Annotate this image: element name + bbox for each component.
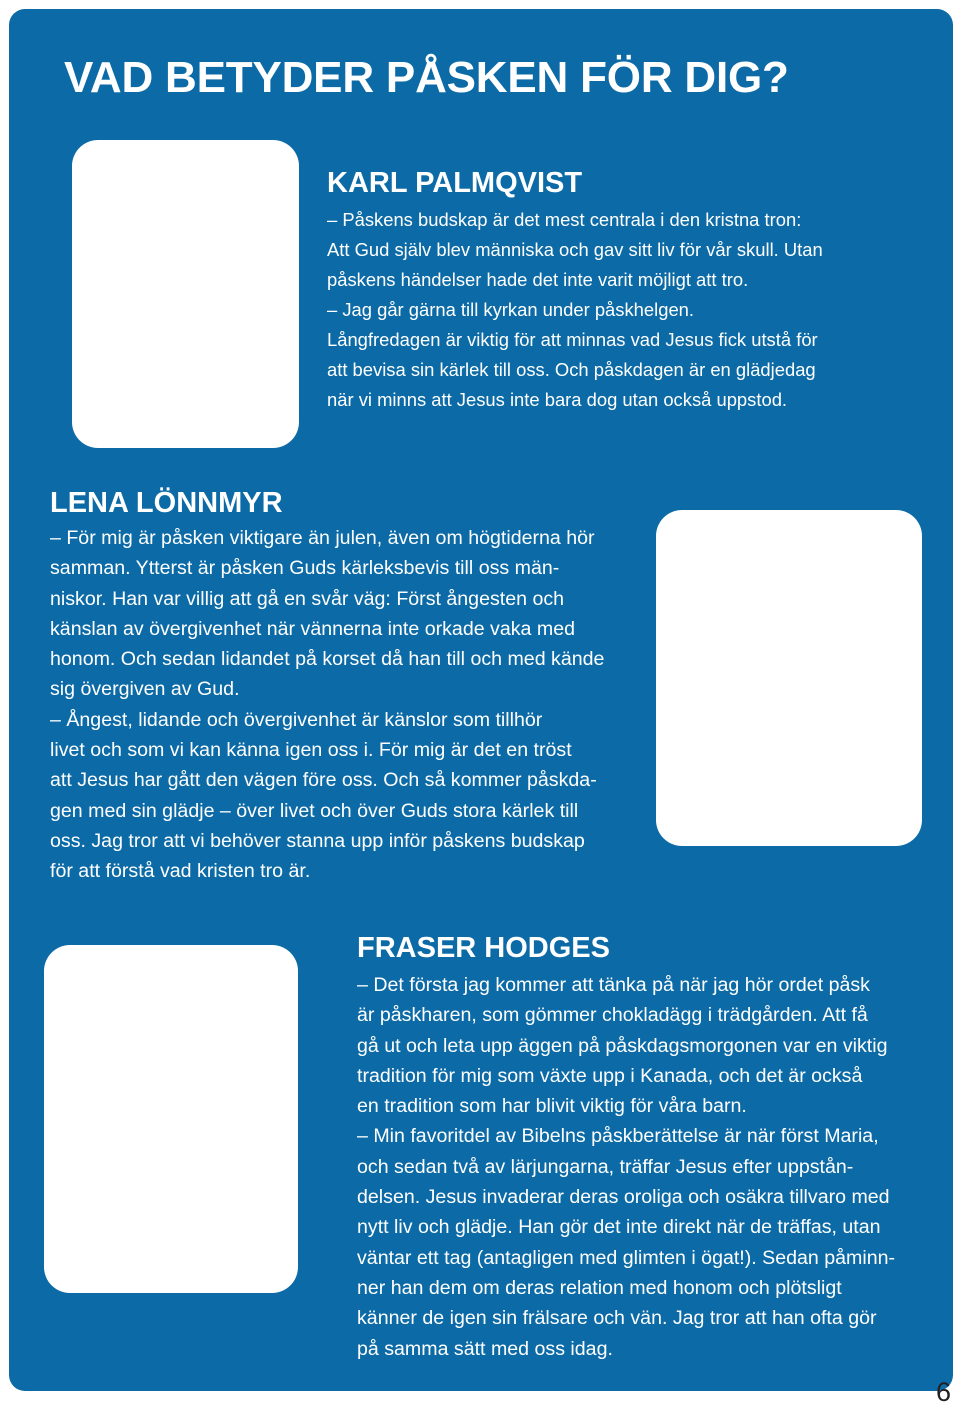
section-name-karl: KARL PALMQVIST	[327, 167, 583, 199]
text-line: tradition för mig som växte upp i Kanada, och det är också	[357, 1064, 863, 1087]
text-line: – Det första jag kommer att tänka på när jag hör ordet påsk	[357, 974, 870, 996]
section-text-karl	[327, 205, 917, 415]
text-line: – Jag går gärna till kyrkan under påskhelgen.	[327, 299, 695, 320]
text-line: och sedan två av lärjungarna, träffar Jesus efter uppstån-	[357, 1155, 854, 1178]
text-line: gå ut och leta upp äggen på påskdagsmorgonen var en viktig	[357, 1034, 888, 1057]
text-line: delsen. Jesus invaderar deras oroliga och osäkra tillvaro med	[357, 1186, 890, 1209]
text-line: känner de igen sin frälsare och vän. Jag tror att han ofta gör	[357, 1307, 877, 1330]
photo-placeholder-karl	[72, 140, 299, 448]
text-line: att bevisa sin kärlek till oss. Och påskdagen är en glädjedag	[327, 359, 816, 380]
text-line: en tradition som har blivit viktig för våra barn.	[357, 1095, 747, 1118]
text-line: är påskharen, som gömmer chokladägg i trädgården. Att få	[357, 1004, 868, 1027]
text-line: för att förstå vad kristen tro är.	[50, 860, 311, 883]
section-name-fraser: FRASER HODGES	[357, 932, 610, 964]
photo-placeholder-lena	[656, 510, 922, 846]
text-line: honom. Och sedan lidandet på korset då han till och med kände	[50, 648, 605, 671]
text-line: gen med sin glädje – över livet och över Guds stora kärlek till	[50, 799, 579, 822]
text-line: oss. Jag tror att vi behöver stanna upp inför påskens budskap	[50, 829, 585, 852]
text-line: – Påskens budskap är det mest centrala i den kristna tron:	[327, 209, 802, 230]
text-line: när vi minns att Jesus inte bara dog utan också uppstod.	[327, 389, 788, 410]
text-line: – Min favoritdel av Bibelns påskberättelse är när först Maria,	[357, 1125, 879, 1148]
text-line: Att Gud själv blev människa och gav sitt liv för vår skull. Utan	[327, 239, 823, 260]
text-line: känslan av övergivenhet när vännerna inte orkade vaka med	[50, 617, 576, 640]
section-text-fraser	[357, 970, 927, 1364]
page-number: 6	[936, 1377, 952, 1407]
text-line: väntar ett tag (antagligen med glimten i ögat!). Sedan påminn-	[357, 1246, 896, 1269]
text-line: samman. Ytterst är påsken Guds kärleksbevis till oss män-	[50, 557, 560, 580]
text-line: Långfredagen är viktig för att minnas vad Jesus fick utstå för	[327, 329, 818, 350]
page-title: VAD BETYDER PÅSKEN FÖR DIG?	[64, 53, 789, 102]
text-line: livet och som vi kan känna igen oss i. För mig är det en tröst	[50, 739, 572, 762]
text-line: niskor. Han var villig att gå en svår väg: Först ångesten och	[50, 587, 565, 610]
text-line: att Jesus har gått den vägen före oss. Och så kommer påskda-	[50, 769, 597, 792]
text-line: – Ångest, lidande och övergivenhet är känslor som tillhör	[50, 708, 543, 731]
text-line: ner han dem om deras relation med honom och plötsligt	[357, 1276, 842, 1299]
section-name-lena: LENA LÖNNMYR	[50, 487, 283, 519]
photo-placeholder-fraser	[44, 945, 298, 1293]
text-line: – För mig är påsken viktigare än julen, även om högtiderna hör	[50, 527, 595, 549]
text-line: sig övergiven av Gud.	[50, 678, 240, 701]
text-line: nytt liv och glädje. Han gör det inte direkt när de träffas, utan	[357, 1216, 881, 1239]
text-line: på samma sätt med oss idag.	[357, 1337, 613, 1360]
section-text-lena	[50, 523, 640, 887]
text-line: påskens händelser hade det inte varit möjligt att tro.	[327, 269, 749, 290]
